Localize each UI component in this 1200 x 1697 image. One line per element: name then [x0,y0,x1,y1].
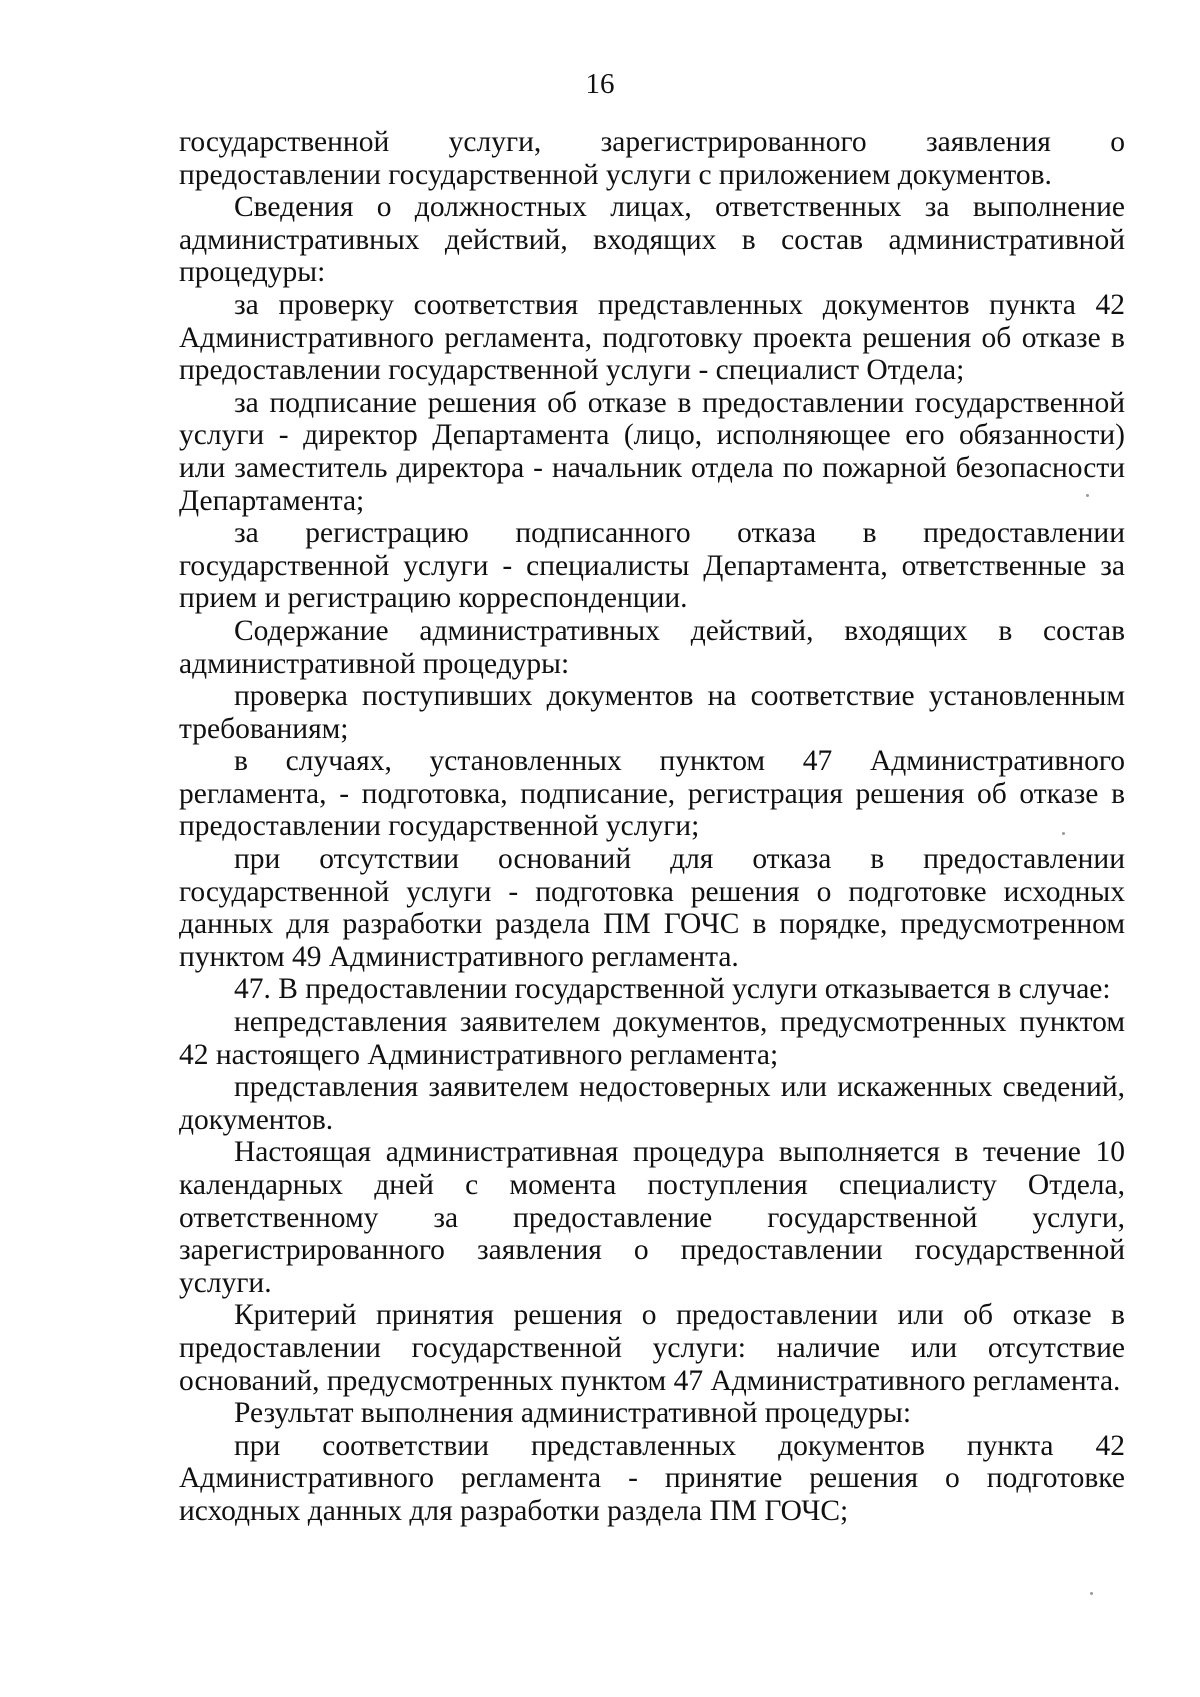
paragraph: Результат выполнения административной процедуры: [234,1397,912,1430]
paragraph: представления заявителем недостоверных или искаженных сведений, документов. [179,1071,1125,1136]
paragraph: государственной услуги, зарегистрированного заявления о предоставлении государственной услуги с приложением документов. [179,126,1125,191]
scan-speck [1062,832,1065,835]
paragraph: непредставления заявителем документов, предусмотренных пунктом 42 настоящего Административного регламента; [179,1006,1125,1071]
paragraph: Содержание административных действий, входящих в состав административной процедуры: [179,614,1125,680]
paragraph: проверка поступивших документов на соответствие установленным требованиям; [179,680,1125,745]
paragraph: Критерий принятия решения о предоставлении или об отказе в предоставлении государственной услуги: наличие или отсутствие оснований, предусмотренных пунктом 47 Административного регламента. [179,1299,1125,1397]
paragraph: за подписание решения об отказе в предоставлении государственной услуги - директор Департамента (лицо, исполняющее его обязанности) или заместитель директора - начальник отдела по пожарной безопасности Департамента; [179,386,1125,517]
scan-speck [1090,1592,1093,1595]
scan-speck [1086,494,1089,497]
document-body [179,126,1125,1528]
paragraph: при отсутствии оснований для отказа в предоставлении государственной услуги - подготовка решения о подготовке исходных данных для разработки раздела ПМ ГОЧС в порядке, предусмотренном пунктом 49 Административного регламента. [179,843,1125,973]
paragraph: при соответствии представленных документов пункта 42 Административного регламента - принятие решения о подготовке исходных данных для разработки раздела ПМ ГОЧС; [179,1429,1125,1527]
paragraph: Сведения о должностных лицах, ответственных за выполнение административных действий, входящих в состав административной процедуры: [179,191,1125,289]
paragraph: 47. В предоставлении государственной услуги отказывается в случае: [234,973,1111,1006]
paragraph: в случаях, установленных пунктом 47 Административного регламента, - подготовка, подписание, регистрация решения об отказе в предоставлении государственной услуги; [179,745,1125,843]
paragraph: Настоящая административная процедура выполняется в течение 10 календарных дней с момента поступления специалисту Отдела, ответственному за предоставление государственной услуги, зарегистрированного заявления о предоставлении государственной услуги. [179,1136,1125,1299]
page-number: 16 [585,68,615,100]
paragraph: за регистрацию подписанного отказа в предоставлении государственной услуги - специалисты Департамента, ответственные за прием и регистрацию корреспонденции. [179,517,1125,615]
paragraph: за проверку соответствия представленных документов пункта 42 Административного регламента, подготовку проекта решения об отказе в предоставлении государственной услуги - специалист Отдела; [179,288,1125,387]
